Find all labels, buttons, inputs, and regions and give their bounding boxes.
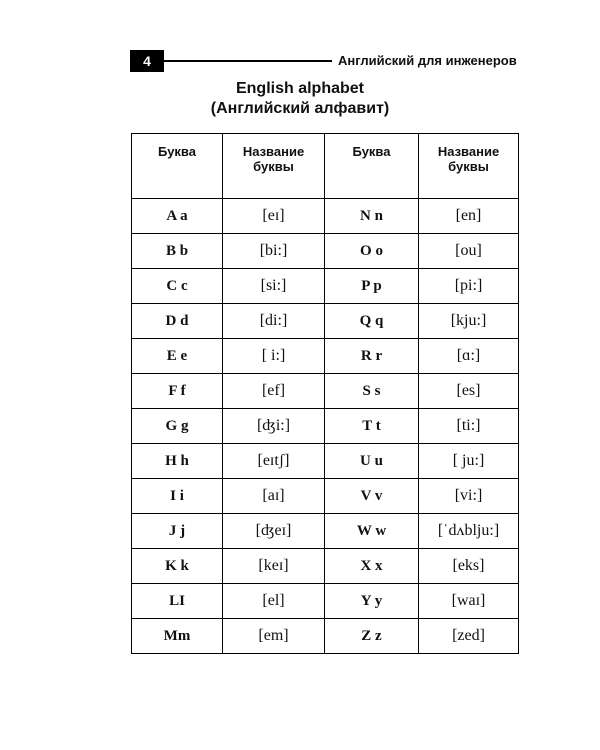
table-row [132, 374, 519, 409]
pronunciation-cell: [em] [223, 619, 325, 654]
pronunciation-cell: [waɪ] [419, 584, 519, 619]
pronunciation-cell: [eɪtʃ] [223, 444, 325, 479]
letter-cell: Z z [325, 619, 419, 654]
pronunciation-cell: [ɑ:] [419, 339, 519, 374]
column-header-letter: Буква [325, 134, 419, 199]
table-row [132, 549, 519, 584]
table-row [132, 199, 519, 234]
letter-cell: X x [325, 549, 419, 584]
pronunciation-cell: [eɪ] [223, 199, 325, 234]
letter-cell: J j [132, 514, 223, 549]
letter-cell: Q q [325, 304, 419, 339]
letter-cell: O o [325, 234, 419, 269]
table-row [132, 234, 519, 269]
letter-cell: A a [132, 199, 223, 234]
pronunciation-cell: [ i:] [223, 339, 325, 374]
letter-cell: E e [132, 339, 223, 374]
letter-cell: LI [132, 584, 223, 619]
pronunciation-cell: [kju:] [419, 304, 519, 339]
pronunciation-cell: [ef] [223, 374, 325, 409]
letter-cell: Mm [132, 619, 223, 654]
column-header-letter: Буква [132, 134, 223, 199]
pronunciation-cell: [ʤeɪ] [223, 514, 325, 549]
pronunciation-cell: [pi:] [419, 269, 519, 304]
running-head-title: Английский для инженеров [338, 53, 517, 68]
running-header [0, 0, 600, 80]
header-rule [164, 60, 332, 62]
pronunciation-cell: [si:] [223, 269, 325, 304]
table-row [132, 619, 519, 654]
pronunciation-cell: [vi:] [419, 479, 519, 514]
pronunciation-cell: [ˈdʌblju:] [419, 514, 519, 549]
table-row [132, 479, 519, 514]
letter-cell: Y y [325, 584, 419, 619]
letter-cell: P p [325, 269, 419, 304]
pronunciation-cell: [ʤi:] [223, 409, 325, 444]
letter-cell: R r [325, 339, 419, 374]
page-title: English alphabet [235, 80, 364, 97]
pronunciation-cell: [en] [419, 199, 519, 234]
pronunciation-cell: [ou] [419, 234, 519, 269]
letter-cell: I i [132, 479, 223, 514]
letter-cell: F f [132, 374, 223, 409]
letter-cell: D d [132, 304, 223, 339]
table-header-row [132, 134, 519, 199]
pronunciation-cell: [el] [223, 584, 325, 619]
table-row [132, 514, 519, 549]
table-row [132, 339, 519, 374]
table-row [132, 269, 519, 304]
letter-cell: W w [325, 514, 419, 549]
pronunciation-cell: [di:] [223, 304, 325, 339]
pronunciation-cell: [ ju:] [419, 444, 519, 479]
pronunciation-cell: [eks] [419, 549, 519, 584]
alphabet-table [131, 133, 519, 654]
letter-cell: N n [325, 199, 419, 234]
letter-cell: T t [325, 409, 419, 444]
letter-cell: S s [325, 374, 419, 409]
pronunciation-cell: [keɪ] [223, 549, 325, 584]
pronunciation-cell: [zed] [419, 619, 519, 654]
letter-cell: B b [132, 234, 223, 269]
pronunciation-cell: [aɪ] [223, 479, 325, 514]
pronunciation-cell: [bi:] [223, 234, 325, 269]
letter-cell: K k [132, 549, 223, 584]
letter-cell: G g [132, 409, 223, 444]
page-number: 4 [130, 50, 164, 72]
table-row [132, 444, 519, 479]
column-header-letter-name: Название буквы [419, 134, 519, 199]
letter-cell: V v [325, 479, 419, 514]
table-row [132, 304, 519, 339]
letter-cell: H h [132, 444, 223, 479]
pronunciation-cell: [ti:] [419, 409, 519, 444]
letter-cell: C c [132, 269, 223, 304]
table-row [132, 584, 519, 619]
pronunciation-cell: [es] [419, 374, 519, 409]
table-row [132, 409, 519, 444]
column-header-letter-name: Название буквы [223, 134, 325, 199]
letter-cell: U u [325, 444, 419, 479]
page-subtitle: (Английский алфавит) [210, 100, 390, 117]
